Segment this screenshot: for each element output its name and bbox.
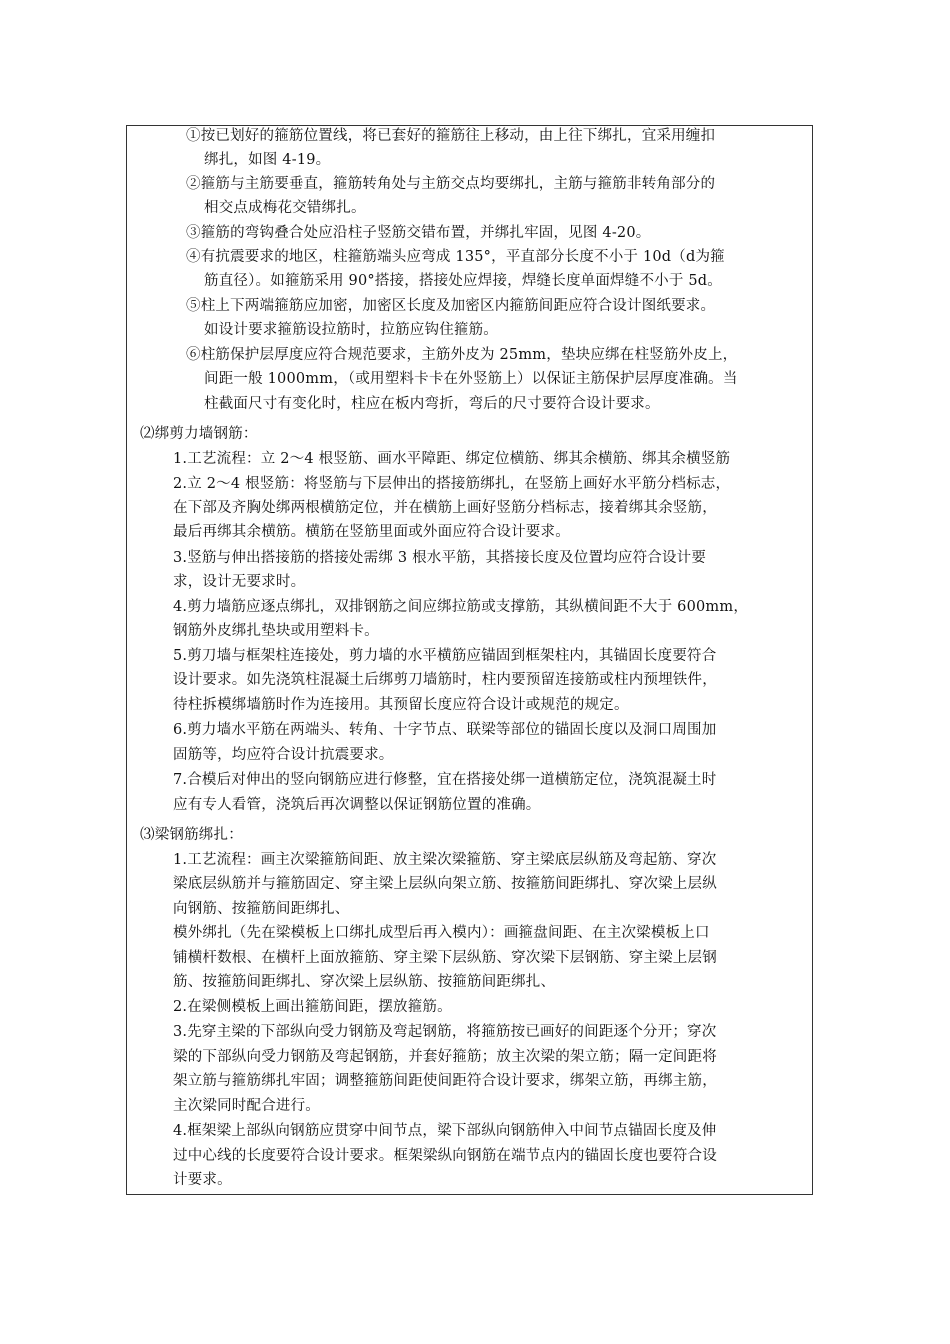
text-line: 在下部及齐胸处绑两根横筋定位，并在横筋上画好竖筋分档标志，接着绑其余竖筋， <box>173 500 717 516</box>
text-line: 钢筋外皮绑扎垫块或用塑料卡。 <box>173 623 379 639</box>
text-line: ⑥柱筋保护层厚度应符合规范要求，主筋外皮为 25mm，垫块应绑在柱竖筋外皮上， <box>186 347 738 363</box>
text-line: 设计要求。如先浇筑柱混凝土后绑剪刀墙筋时，柱内要预留连接筋或柱内预埋铁件， <box>173 672 717 688</box>
text-line: 2.在梁侧模板上画出箍筋间距，摆放箍筋。 <box>173 999 452 1015</box>
text-line: 梁的下部纵向受力钢筋及弯起钢筋，并套好箍筋；放主次梁的架立筋；隔一定间距将 <box>173 1049 717 1065</box>
text-line: 1.工艺流程：画主次梁箍筋间距、放主梁次梁箍筋、穿主梁底层纵筋及弯起筋、穿次 <box>173 852 717 868</box>
text-line: 模外绑扎（先在梁模板上口绑扎成型后再入模内）：画箍盘间距、在主次梁模板上口 <box>173 925 710 941</box>
text-line: 架立筋与箍筋绑扎牢固；调整箍筋间距使间距符合设计要求，绑架立筋，再绑主筋， <box>173 1073 717 1089</box>
text-line: ⑤柱上下两端箍筋应加密，加密区长度及加密区内箍筋间距应符合设计图纸要求。 <box>186 298 716 314</box>
text-line: ①按已划好的箍筋位置线，将已套好的箍筋往上移动，由上往下绑扎，宜采用缠扣 <box>186 128 716 144</box>
text-line: 梁底层纵筋并与箍筋固定、穿主梁上层纵向架立筋、按箍筋间距绑扎、穿次梁上层纵 <box>173 876 717 892</box>
text-line: 绑扎，如图 4-19。 <box>204 152 331 168</box>
text-line: 3.先穿主梁的下部纵向受力钢筋及弯起钢筋，将箍筋按已画好的间距逐个分开；穿次 <box>173 1024 717 1040</box>
text-line: ④有抗震要求的地区，柱箍筋端头应弯成 135°，平直部分长度不小于 10d（d为箍 <box>186 249 725 265</box>
text-line: 1.工艺流程：立 2～4 根竖筋、画水平障距、绑定位横筋、绑其余横筋、绑其余横竖筋 <box>173 451 731 467</box>
text-line: 应有专人看管，浇筑后再次调整以保证钢筋位置的准确。 <box>173 797 541 813</box>
text-line: 7.合模后对伸出的竖向钢筋应进行修整，宜在搭接处绑一道横筋定位，浇筑混凝土时 <box>173 772 717 788</box>
text-line: 计要求。 <box>173 1172 232 1188</box>
text-line: 6.剪力墙水平筋在两端头、转角、十字节点、联梁等部位的锚固长度以及洞口周围加 <box>173 722 717 738</box>
text-line: 柱截面尺寸有变化时，柱应在板内弯折，弯后的尺寸要符合设计要求。 <box>204 396 660 412</box>
text-line: 向钢筋、按箍筋间距绑扎、 <box>173 901 350 917</box>
text-line: ⑶梁钢筋绑扎： <box>140 827 243 843</box>
text-line: ②箍筋与主筋要垂直，箍筋转角处与主筋交点均要绑扎，主筋与箍筋非转角部分的 <box>186 176 716 192</box>
text-line: 最后再绑其余横筋。横筋在竖筋里面或外面应符合设计要求。 <box>173 524 570 540</box>
text-line: 4.剪力墙筋应逐点绑扎，双排钢筋之间应绑拉筋或支撑筋，其纵横间距不大于 600mm， <box>173 599 749 615</box>
text-line: 5.剪刀墙与框架柱连接处，剪力墙的水平横筋应锚固到框架柱内，其锚固长度要符合 <box>173 648 717 664</box>
text-line: 求，设计无要求时。 <box>173 574 306 590</box>
text-line: 2.立 2～4 根竖筋：将竖筋与下层伸出的搭接筋绑扎，在竖筋上画好水平筋分档标志， <box>173 476 731 492</box>
text-line: 铺横杆数根、在横杆上面放箍筋、穿主梁下层纵筋、穿次梁下层钢筋、穿主梁上层钢 <box>173 950 717 966</box>
text-line: 待柱拆模绑墙筋时作为连接用。其预留长度应符合设计或规范的规定。 <box>173 697 629 713</box>
text-line: 4.框架梁上部纵向钢筋应贯穿中间节点，梁下部纵向钢筋伸入中间节点锚固长度及伸 <box>173 1123 717 1139</box>
text-line: 间距一般 1000mm，（或用塑料卡卡在外竖筋上）以保证主筋保护层厚度准确。当 <box>204 371 738 387</box>
text-line: 相交点成梅花交错绑扎。 <box>204 200 366 216</box>
text-line: ⑵绑剪力墙钢筋： <box>140 426 258 442</box>
text-line: 固筋等，均应符合设计抗震要求。 <box>173 747 394 763</box>
text-line: 主次梁同时配合进行。 <box>173 1098 320 1114</box>
text-line: ③箍筋的弯钩叠合处应沿柱子竖筋交错布置，并绑扎牢固，见图 4-20。 <box>186 225 651 241</box>
text-line: 筋、按箍筋间距绑扎、穿次梁上层纵筋、按箍筋间距绑扎、 <box>173 974 556 990</box>
text-line: 筋直径）。如箍筋采用 90°搭接，搭接处应焊接，焊缝长度单面焊缝不小于 5d。 <box>204 273 722 289</box>
text-line: 3.竖筋与伸出搭接筋的搭接处需绑 3 根水平筋，其搭接长度及位置均应符合设计要 <box>173 550 707 566</box>
text-line: 如设计要求箍筋设拉筋时，拉筋应钩住箍筋。 <box>204 322 498 338</box>
text-line: 过中心线的长度要符合设计要求。框架梁纵向钢筋在端节点内的锚固长度也要符合设 <box>173 1148 717 1164</box>
